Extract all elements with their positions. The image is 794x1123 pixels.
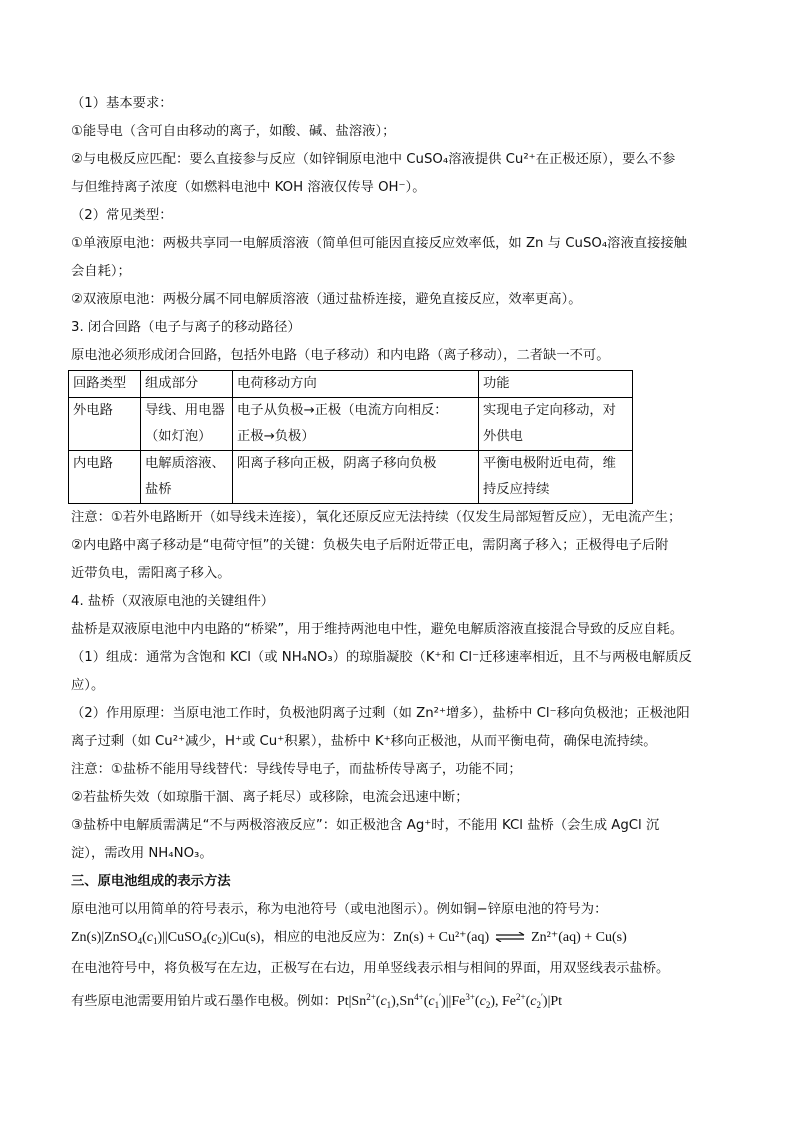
table-cell-parts	[141, 451, 233, 504]
formula-text: (	[142, 930, 147, 945]
concentration-var: c	[211, 930, 218, 945]
table-cell-function	[479, 451, 633, 504]
pt-electrode-line	[71, 983, 727, 1019]
formula-text: ), Fe	[490, 994, 516, 1009]
formula-text: (	[206, 930, 212, 945]
cell-line: 盐桥	[145, 482, 172, 497]
subscript: 2	[217, 936, 222, 946]
closed-loop-intro: 原电池必须形成闭合回路，包括外电路（电子移动）和内电路（离子移动），二者缺一不可。	[71, 348, 610, 363]
concentration-var: c	[428, 994, 435, 1009]
salt-bridge-principle-line-2: 离子过剩（如 Cu²⁺减少，H⁺或 Cu⁺积累），盐桥中 K⁺移向正极池，从而平衡电荷，确保电流持续。	[71, 734, 657, 749]
types-item-1-line-2: 会自耗）；	[71, 264, 131, 279]
subscript: 4	[137, 936, 143, 946]
types-item-1-line-1: ①单液原电池：两极共享同一电解质溶液（简单但可能因直接反应效率低，如 Zn 与 CuSO₄溶液直接接触	[71, 236, 687, 251]
representation-heading: 三、原电池组成的表示方法	[71, 874, 231, 889]
cell-line: 电子从负极→正极（电流方向相反：	[237, 403, 448, 418]
reaction-left: Zn(s) + Cu²⁺(aq)	[393, 930, 490, 945]
table-header-cell: 回路类型	[69, 371, 141, 398]
basic-item-1: ①能导电（含可自由移动的离子，如酸、碱、盐溶液）；	[71, 124, 396, 139]
salt-bridge-principle-line-1: （2）作用原理：当原电池工作时，负极池阴离子过剩（如 Zn²⁺增多），盐桥中 Cl⁻移向负极池；正极池阳	[71, 706, 690, 721]
reaction-right: Zn²⁺(aq) + Cu(s)	[531, 930, 627, 945]
formula-text: Pt|Sn	[336, 994, 367, 1009]
cell-line: 阳离子移向正极，阴离子移向负极	[237, 456, 437, 471]
table-header-cell: 组成部分	[141, 371, 233, 398]
prime-mark: ′	[439, 992, 442, 1002]
table-row	[69, 451, 633, 504]
cell-line: 外供电	[483, 429, 523, 444]
subscript: 1	[386, 1000, 392, 1010]
equilibrium-arrow-icon	[495, 932, 525, 942]
superscript: 2+	[515, 992, 526, 1002]
formula-text: (	[525, 994, 531, 1009]
cell-line: （如灯泡）	[145, 429, 212, 444]
loop-note-2-line-2: 近带负电，需阳离子移入。	[71, 566, 231, 581]
pt-cell-formula	[337, 994, 562, 1009]
concentration-var: c	[530, 994, 537, 1009]
loop-note-2-line-1: ②内电路中离子移动是“电荷守恒”的关键：负极失电子后附近带正电，需阴离子移入；正极得电子后附	[71, 538, 669, 553]
cell-symbol-formula	[71, 930, 260, 945]
basic-requirements-heading: （1）基本要求：	[71, 96, 173, 111]
salt-bridge-composition-line-1: （1）组成：通常为含饱和 KCl（或 NH₄NO₃）的琼脂凝胶（K⁺和 Cl⁻迁移速率相近，且不与两极电解质反	[71, 650, 692, 665]
subscript: 1	[434, 1000, 440, 1010]
table-header-cell: 电荷移动方向	[233, 371, 479, 398]
prime-mark: ′	[540, 992, 543, 1002]
cell-line: 实现电子定向移动，对	[483, 403, 616, 418]
formula-text: (	[375, 994, 381, 1009]
superscript: 4+	[414, 992, 424, 1002]
cell-line: 正极→负极）	[237, 429, 315, 444]
formula-connector-text: ，相应的电池反应为：	[260, 930, 394, 945]
basic-item-2-line-1: ②与电极反应匹配：要么直接参与反应（如锌铜原电池中 CuSO₄溶液提供 Cu²⁺在正极还原），要么不参	[71, 152, 676, 167]
table-cell-direction	[233, 398, 479, 451]
subscript: 2	[485, 1000, 491, 1010]
salt-bridge-heading: 4. 盐桥（双液原电池的关键组件）	[71, 594, 275, 609]
cell-line: 持反应持续	[483, 482, 550, 497]
formula-text: )|Cu(s)	[221, 930, 261, 945]
formula-text: )|Pt	[542, 994, 563, 1009]
types-heading: （2）常见类型：	[71, 208, 173, 223]
salt-bridge-intro: 盐桥是双液原电池中内电路的“桥梁”，用于维持两池电中性，避免电解质溶液直接混合导致的反应自耗。	[71, 622, 684, 637]
table-cell-parts	[141, 398, 233, 451]
subscript: 4	[201, 936, 207, 946]
table-header-row	[69, 371, 633, 398]
formula-text: Zn(s)|ZnSO	[71, 930, 138, 945]
representation-desc-1: 在电池符号中，将负极写在左边，正极写在右边，用单竖线表示相与相间的界面，用双竖线表示盐桥。	[71, 961, 670, 976]
cell-line: 电解质溶液、	[145, 456, 225, 471]
salt-bridge-note-3-line-1: ③盐桥中电解质需满足“不与两极溶液反应”：如正极池含 Ag⁺时，不能用 KCl 盐桥（会生成 AgCl 沉	[71, 818, 660, 833]
salt-bridge-composition-line-2: 应）。	[71, 678, 105, 693]
salt-bridge-note-3-line-2: 淀），需改用 NH₄NO₃。	[71, 846, 213, 861]
types-item-2: ②双液原电池：两极分属不同电解质溶液（通过盐桥连接，避免直接反应，效率更高）。	[71, 292, 582, 307]
concentration-var: c	[380, 994, 387, 1009]
representation-intro: 原电池可以用简单的符号表示，称为电池符号（或电池图示）。例如铜−锌原电池的符号为：	[71, 902, 608, 917]
basic-item-2-line-2: 与但维持离子浓度（如燃料电池中 KOH 溶液仅传导 OH⁻）。	[71, 180, 426, 195]
salt-bridge-note-1: 注意：①盐桥不能用导线替代：导线传导电子，而盐桥传导离子，功能不同；	[71, 762, 522, 777]
table-cell-type: 内电路	[69, 451, 141, 504]
table-cell-function	[479, 398, 633, 451]
loop-note-1: 注意：①若外电路断开（如导线未连接），氧化还原反应无法持续（仅发生局部短暂反应），无电流产生；	[71, 510, 682, 525]
salt-bridge-note-2: ②若盐桥失效（如琼脂干涸、离子耗尽）或移除，电流会迅速中断；	[71, 790, 469, 805]
formula-text: )||CuSO	[157, 930, 202, 945]
formula-text: (	[423, 994, 429, 1009]
concentration-var: c	[479, 994, 486, 1009]
formula-text: (	[474, 994, 480, 1009]
cell-line: 平衡电极附近电荷，维	[483, 456, 616, 471]
closed-loop-heading: 3. 闭合回路（电子与离子的移动路径）	[71, 320, 301, 335]
formula-text: ),Sn	[391, 994, 415, 1009]
table-cell-type: 外电路	[69, 398, 141, 451]
superscript: 2+	[366, 992, 376, 1002]
circuit-table	[68, 370, 633, 504]
superscript: 3+	[465, 992, 475, 1002]
cell-symbol-line	[71, 924, 727, 955]
pt-electrode-intro: 有些原电池需要用铂片或石墨作电极。例如：	[71, 994, 337, 1009]
table-cell-direction	[233, 451, 479, 504]
table-header-cell: 功能	[479, 371, 633, 398]
cell-line: 导线、用电器	[145, 403, 225, 418]
concentration-var: c	[146, 930, 153, 945]
table-row	[69, 398, 633, 451]
subscript: 2	[536, 1000, 541, 1010]
subscript: 1	[152, 936, 158, 946]
formula-text: )||Fe	[441, 994, 466, 1009]
document-page	[71, 90, 727, 1019]
